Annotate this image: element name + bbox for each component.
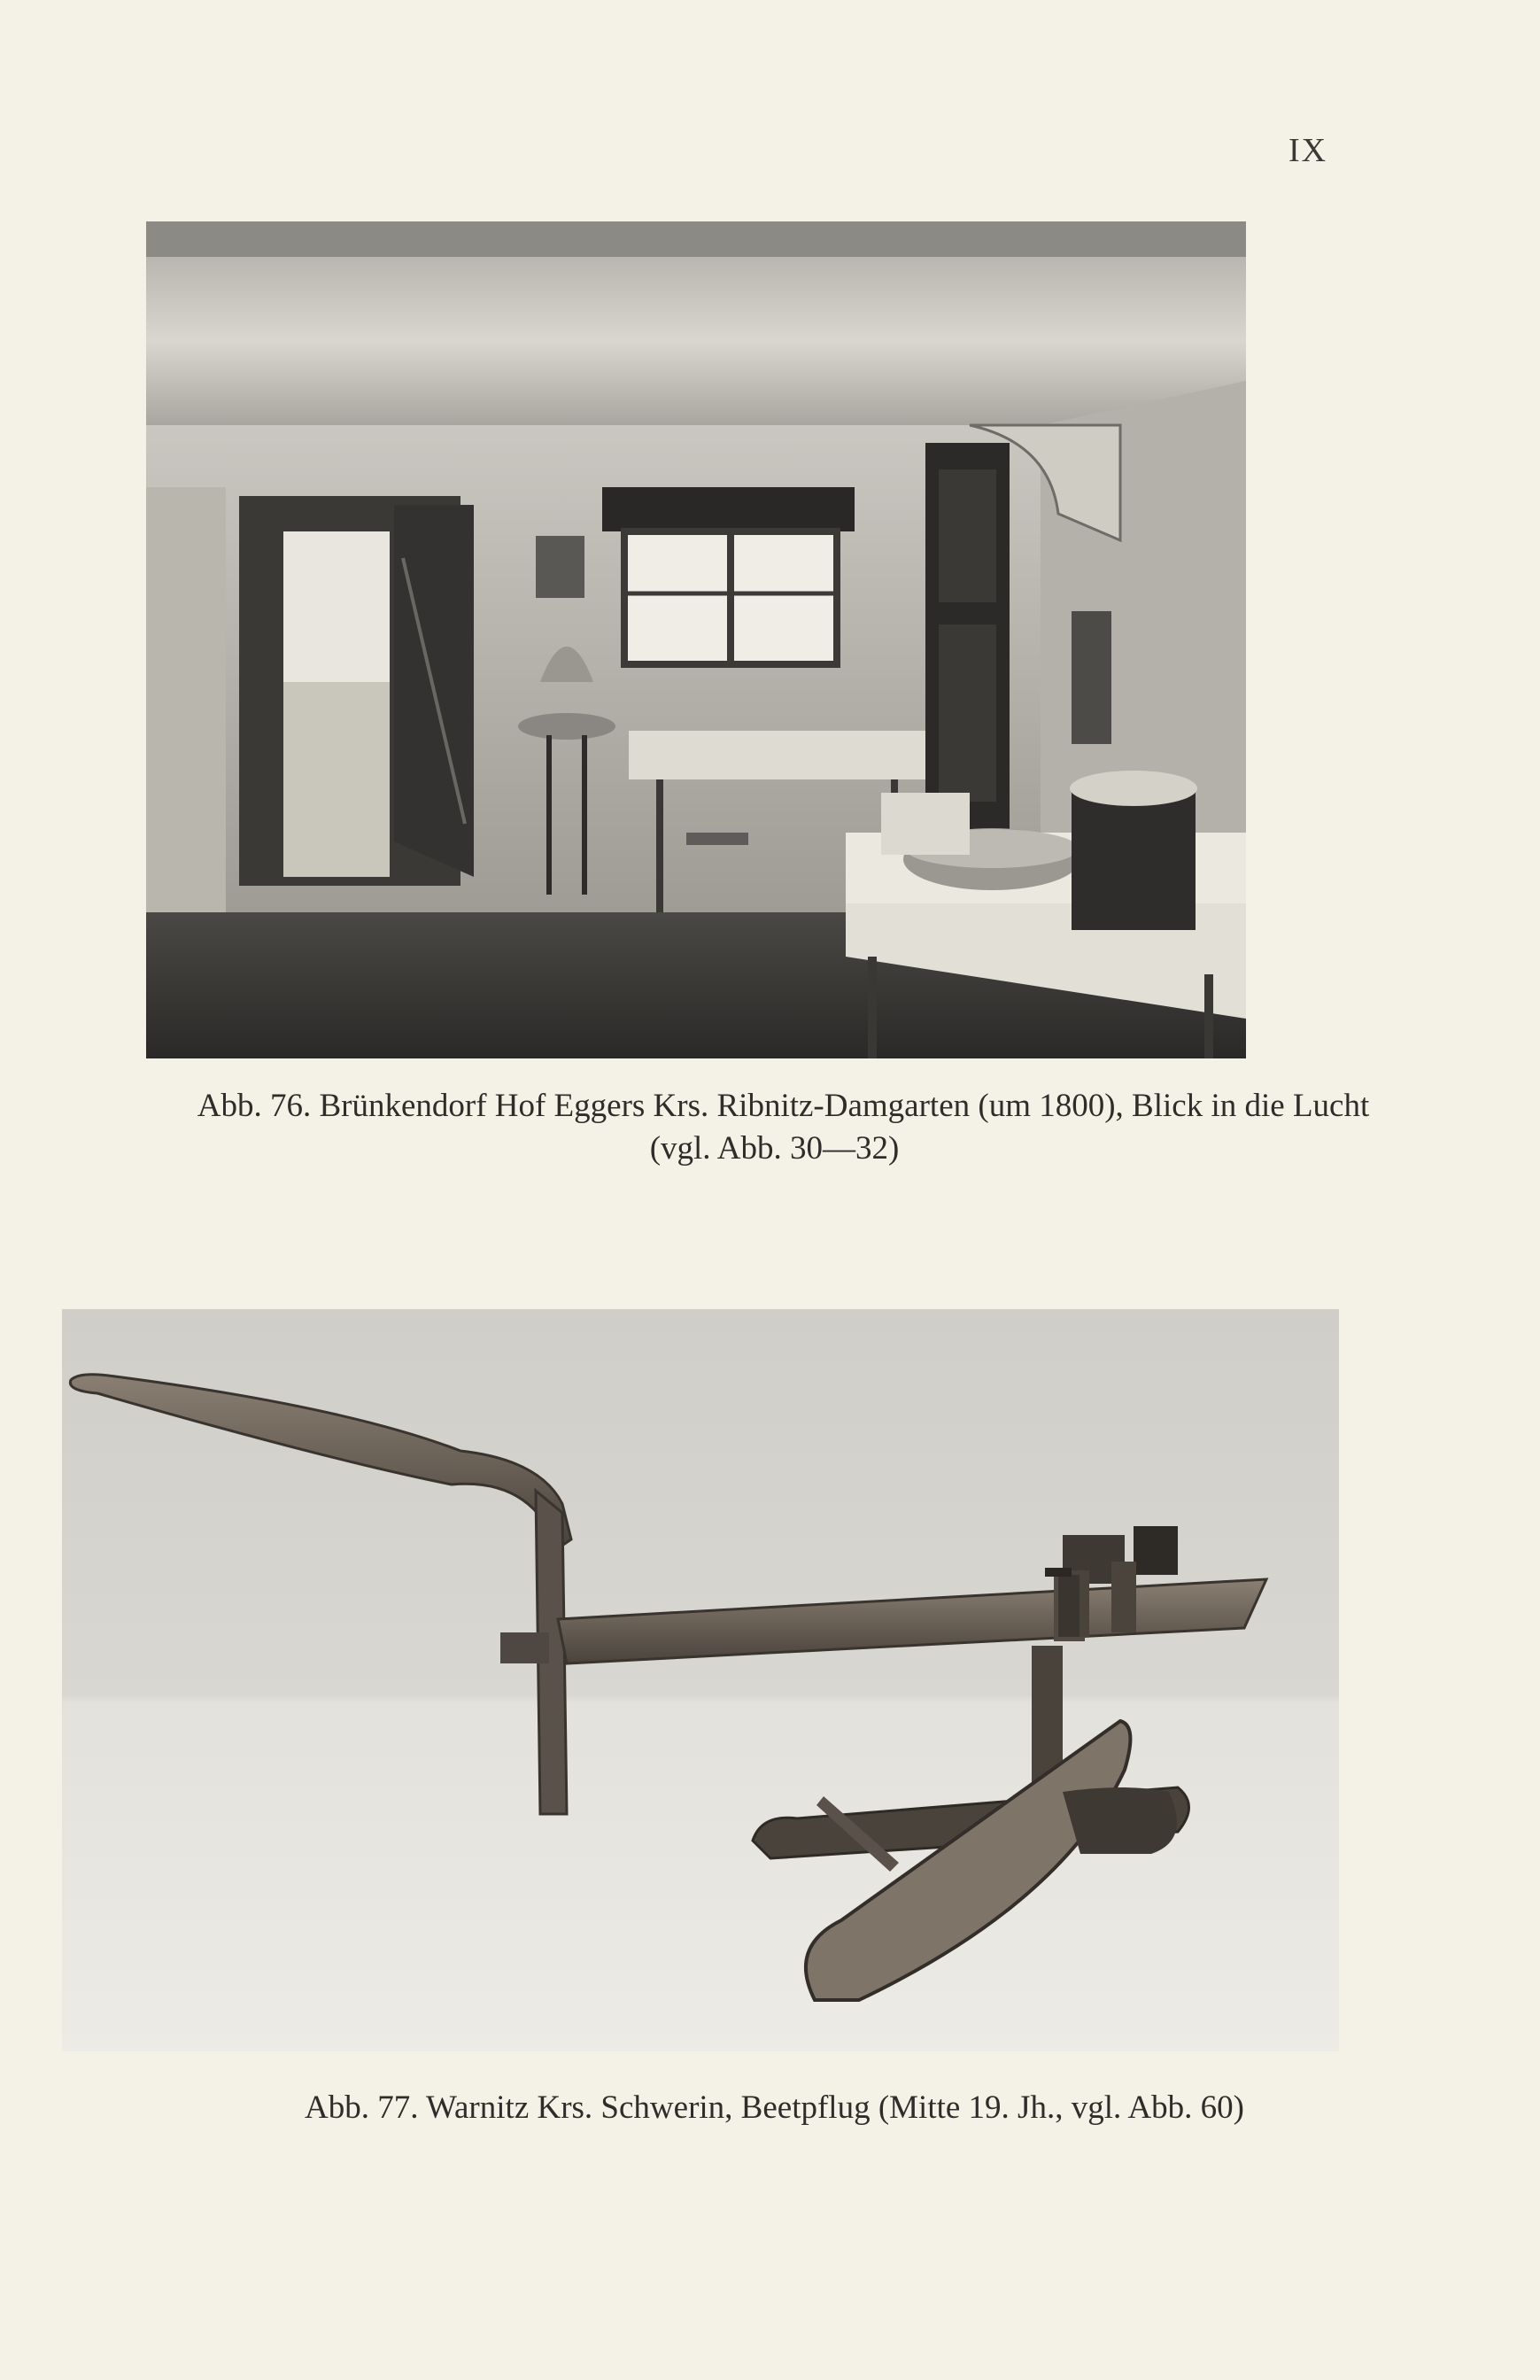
figure-76-photo [146, 221, 1246, 1058]
plough-photo [62, 1309, 1339, 2051]
interior-photo [146, 221, 1246, 1058]
page-number: IX [1288, 132, 1328, 169]
figure-76-caption-line2: (vgl. Abb. 30—32) [649, 1130, 900, 1167]
figure-76-caption-line1: Abb. 76. Brünkendorf Hof Eggers Krs. Ribnitz-Damgarten (um 1800), Blick in die Lucht [197, 1088, 1370, 1124]
figure-77-photo [62, 1309, 1339, 2051]
figure-77-caption: Abb. 77. Warnitz Krs. Schwerin, Beetpflug (Mitte 19. Jh., vgl. Abb. 60) [305, 2089, 1244, 2126]
figure-76-caption [0, 1085, 1540, 1170]
